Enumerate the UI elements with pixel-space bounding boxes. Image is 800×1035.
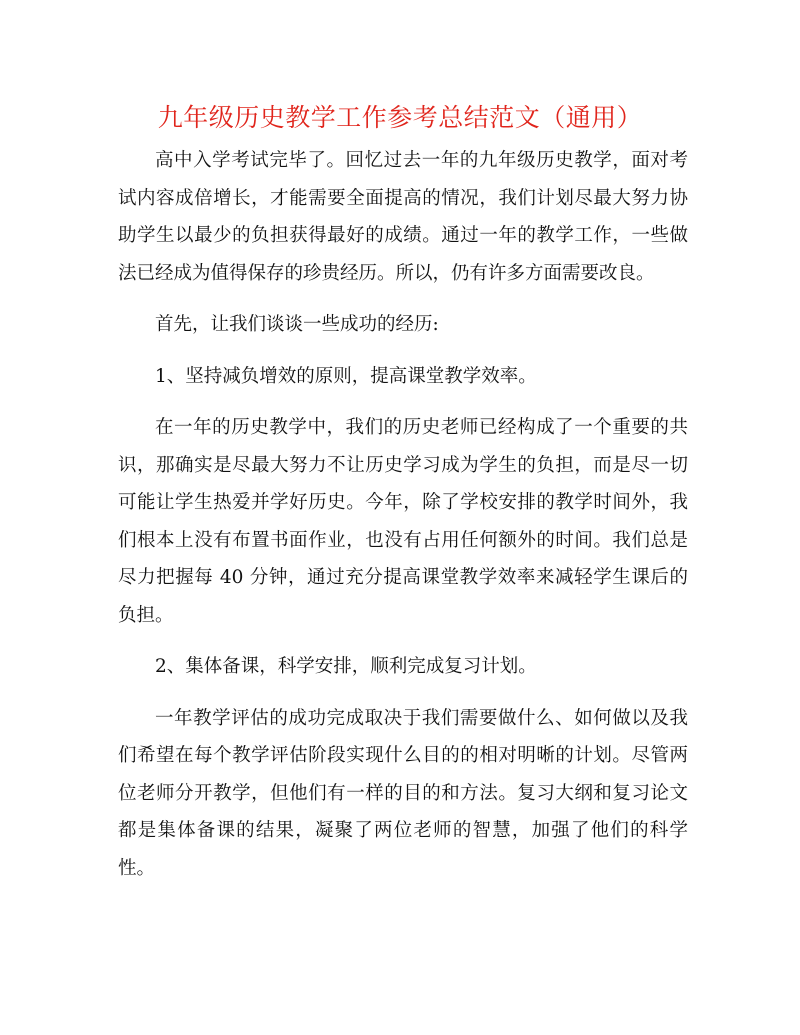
document-body [118,142,688,901]
paragraph-intro: 高中入学考试完毕了。回忆过去一年的九年级历史教学，面对考试内容成倍增长，才能需要全面提高的情况，我们计划尽最大努力协助学生以最少的负担获得最好的成绩。通过一年的教学工作，一些做法已经成为值得保存的珍贵经历。所以，仍有许多方面需要改良。 [118,150,688,284]
paragraph-point-1-body: 在一年的历史教学中，我们的历史老师已经构成了一个重要的共识，那确实是尽最大努力不让历史学习成为学生的负担，而是尽一切可能让学生热爱并学好历史。今年，除了学校安排的教学时间外，我们根本上没有布置书面作业，也没有占用任何额外的时间。我们总是尽力把握每 40 分钟，通过充分提高课堂教学效率来减轻学生课后的负担。 [118,417,688,626]
paragraph-point-2-body: 一年教学评估的成功完成取决于我们需要做什么、如何做以及我们希望在每个教学评估阶段实现什么目的的相对明晰的计划。尽管两位老师分开教学，但他们有一样的目的和方法。复习大纲和复习论文都是集体备课的结果，凝聚了两位老师的智慧，加强了他们的科学性。 [118,707,688,879]
paragraph-point-2-heading: 2、集体备课，科学安排，顺利完成复习计划。 [155,656,537,677]
document-title: 九年级历史教学工作参考总结范文（通用） [157,103,643,132]
paragraph-successes-heading: 首先，让我们谈谈一些成功的经历: [155,314,439,335]
paragraph-point-1-heading: 1、坚持减负增效的原则，提高课堂教学效率。 [155,365,537,387]
